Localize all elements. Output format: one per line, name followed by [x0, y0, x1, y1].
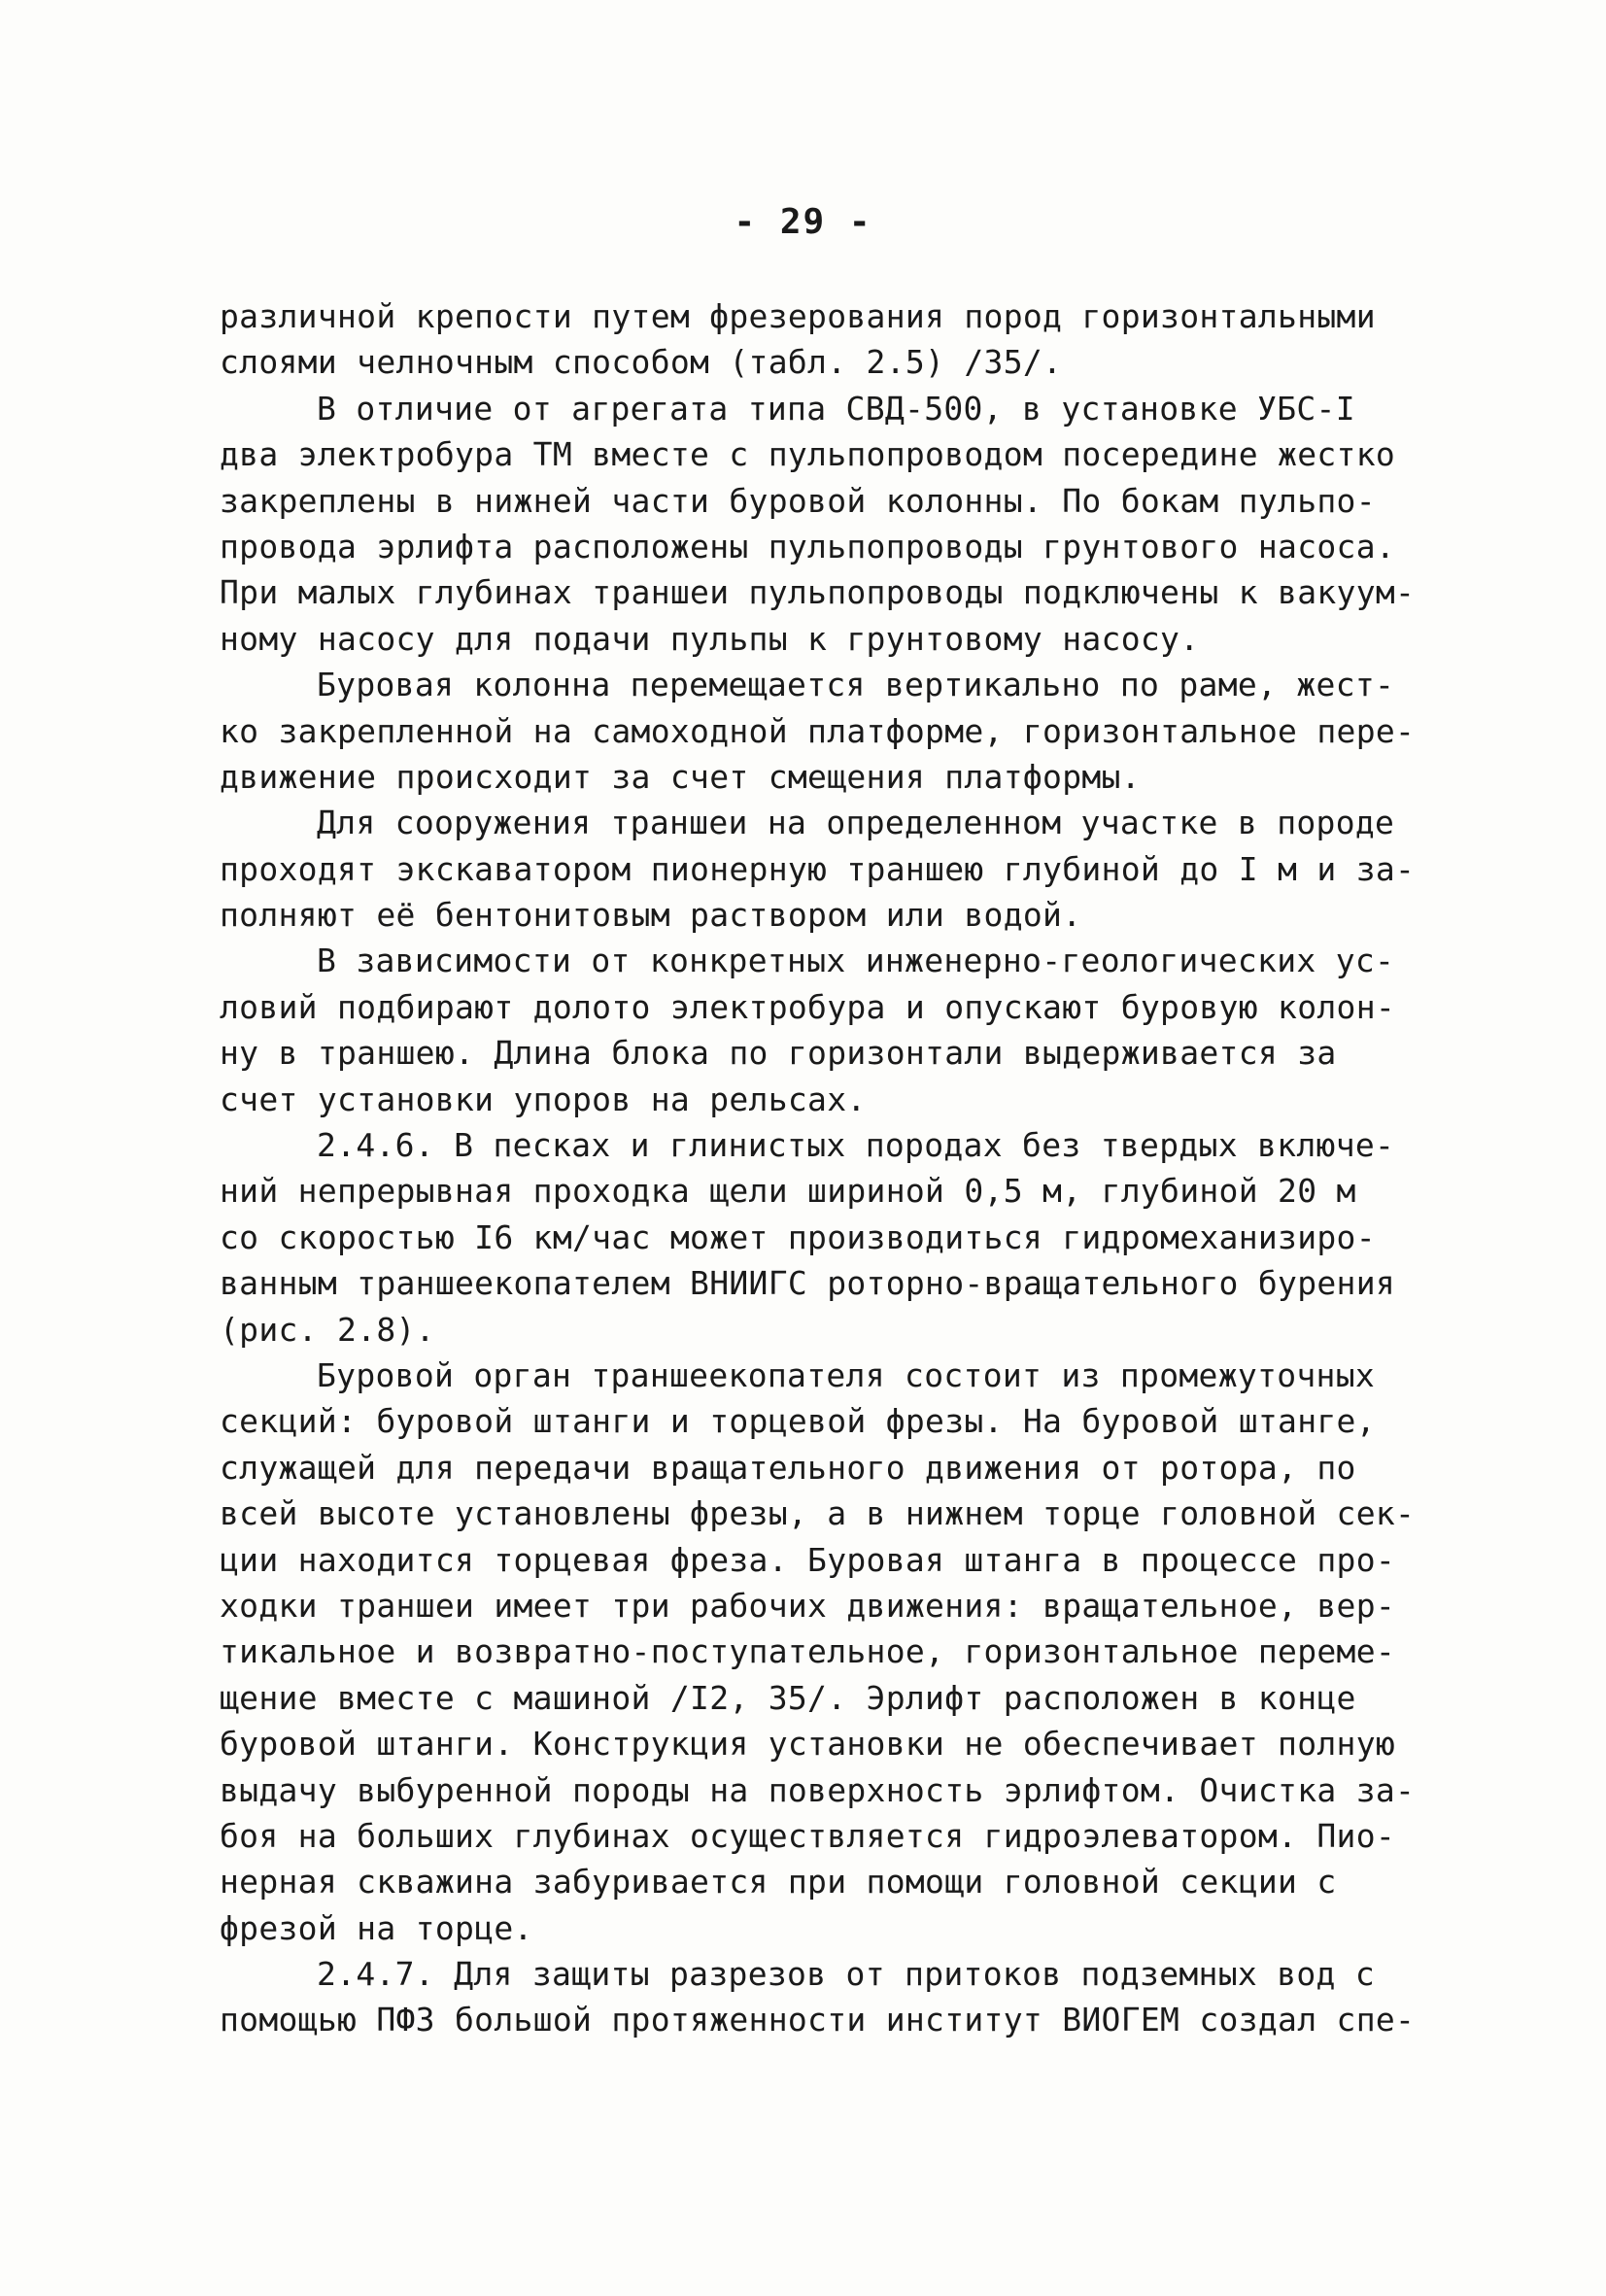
section-2-4-6-line: 2.4.6. В песках и глинистых породах без твердых включе-	[317, 1126, 1395, 1165]
paragraph-start-line: Буровой орган траншеекопателя состоит из промежуточных	[317, 1355, 1376, 1394]
text-line: счет установки упоров на рельсах.	[220, 1079, 867, 1118]
text-line: тикальное и возвратно-поступательное, горизонтальное переме-	[220, 1632, 1396, 1671]
section-2-4-7-line: 2.4.7. Для защиты разрезов от притоков подземных вод с	[317, 1955, 1376, 1994]
text-line: проходят экскаватором пионерную траншею глубиной до I м и за-	[220, 849, 1416, 888]
body-text	[220, 293, 1416, 2043]
text-line: движение происходит за счет смещения платформы.	[220, 757, 1141, 796]
text-line: буровой штанги. Конструкция установки не обеспечивает полную	[220, 1725, 1396, 1764]
text-line: слоями челночным способом (табл. 2.5) /35/.	[220, 343, 1063, 382]
paragraph-start-line: В отличие от агрегата типа СВД-500, в установке УБС-I	[317, 389, 1355, 428]
text-line: ко закрепленной на самоходной платформе, горизонтальное пере-	[220, 711, 1416, 750]
text-line: ванным траншеекопателем ВНИИГС роторно-вращательного бурения	[220, 1264, 1396, 1303]
text-line: (рис. 2.8).	[220, 1310, 435, 1349]
paragraph-start-line: В зависимости от конкретных инженерно-геологических ус-	[317, 942, 1395, 980]
text-line: помощью ПФЗ большой протяженности институт ВИОГЕМ создал спе-	[220, 2001, 1416, 2039]
page-number: - 29 -	[734, 202, 872, 242]
text-line: ходки траншеи имеет три рабочих движения: вращательное, вер-	[220, 1586, 1396, 1625]
text-line: При малых глубинах траншеи пульпопроводы подключены к вакуум-	[220, 573, 1416, 612]
text-line: различной крепости путем фрезерования пород горизонтальными	[220, 297, 1376, 335]
text-line: ний непрерывная проходка щели шириной 0,5 м, глубиной 20 м	[220, 1172, 1356, 1211]
text-line: закреплены в нижней части буровой колонны. По бокам пульпо-	[220, 481, 1376, 520]
text-line: провода эрлифта расположены пульпопроводы грунтового насоса.	[220, 527, 1396, 565]
text-line: ловий подбирают долото электробура и опускают буровую колон-	[220, 987, 1396, 1026]
text-line: щение вместе с машиной /I2, 35/. Эрлифт расположен в конце	[220, 1678, 1356, 1717]
text-line: выдачу выбуренной породы на поверхность эрлифтом. Очистка за-	[220, 1770, 1416, 1809]
text-line: боя на больших глубинах осуществляется гидроэлеватором. Пио-	[220, 1816, 1396, 1855]
text-line: ному насосу для подачи пульпы к грунтовому насосу.	[220, 619, 1200, 658]
paragraph-start-line: Буровая колонна перемещается вертикально по раме, жест-	[317, 666, 1395, 704]
text-line: два электробура ТМ вместе с пульпопроводом посередине жестко	[220, 435, 1396, 474]
text-line: полняют её бентонитовым раствором или водой.	[220, 896, 1082, 935]
text-line: ции находится торцевая фреза. Буровая штанга в процессе про-	[220, 1540, 1396, 1579]
text-line: всей высоте установлены фрезы, а в нижнем торце головной сек-	[220, 1494, 1416, 1533]
text-line: служащей для передачи вращательного движения от ротора, по	[220, 1448, 1356, 1487]
text-line: нерная скважина забуривается при помощи головной секции с	[220, 1863, 1337, 1902]
text-line: ну в траншею. Длина блока по горизонтали выдерживается за	[220, 1034, 1337, 1073]
text-line: секций: буровой штанги и торцевой фрезы. На буровой штанге,	[220, 1402, 1376, 1441]
text-line: фрезой на торце.	[220, 1908, 533, 1947]
paragraph-start-line: Для сооружения траншеи на определенном участке в породе	[317, 804, 1395, 842]
text-line: со скоростью I6 км/час может производиться гидромеханизиро-	[220, 1217, 1376, 1256]
